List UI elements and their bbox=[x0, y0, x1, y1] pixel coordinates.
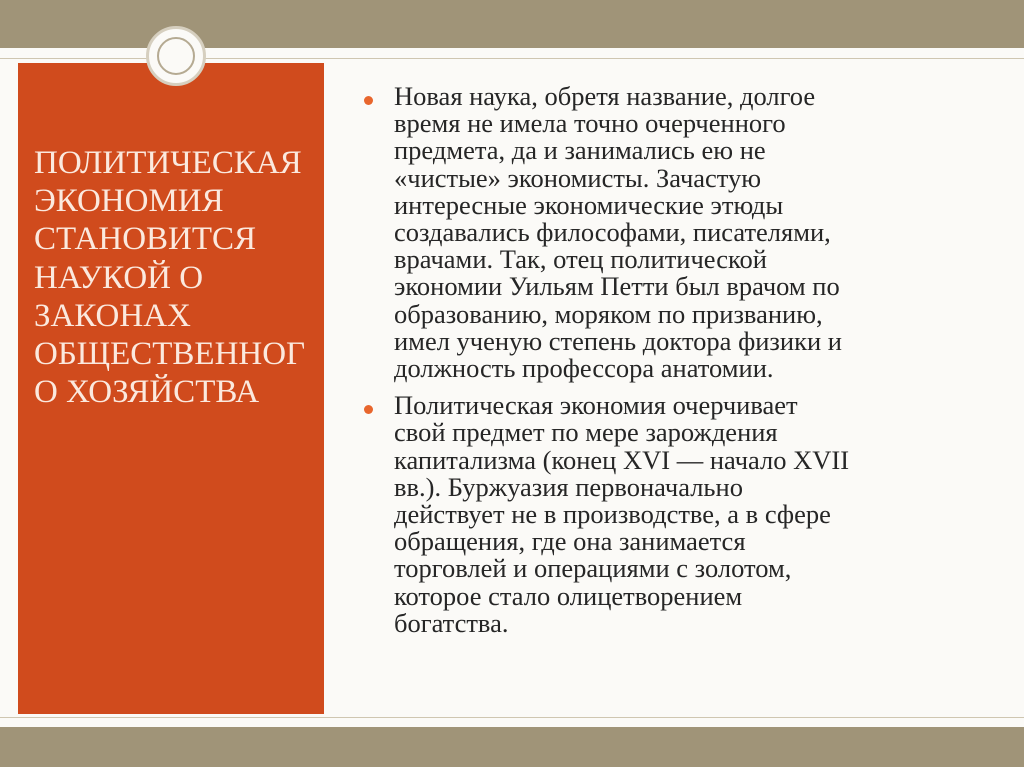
slide-content bbox=[360, 83, 980, 647]
bullet-line: богатства. bbox=[394, 607, 509, 638]
title-line: ЗАКОНАХ bbox=[34, 297, 191, 334]
bullet-line: Политическая экономия очерчивает bbox=[394, 390, 798, 421]
bullet-item bbox=[360, 392, 980, 637]
bottom-band bbox=[0, 727, 1024, 767]
title-line: СТАНОВИТСЯ bbox=[34, 221, 257, 258]
bullet-line: врачами. Так, отец политической bbox=[394, 244, 767, 275]
bullet-item bbox=[360, 83, 980, 382]
bullet-line: создавались философами, писателями, bbox=[394, 217, 831, 248]
bullet-line: обращения, где она занимается bbox=[394, 526, 746, 557]
title-line: ОБЩЕСТВЕННОГ bbox=[34, 336, 306, 373]
title-line: ЭКОНОМИЯ bbox=[34, 183, 224, 220]
title-line: О ХОЗЯЙСТВА bbox=[34, 374, 260, 411]
bullet-text bbox=[394, 83, 980, 382]
bullet-line: Новая наука, обретя название, долгое bbox=[394, 81, 816, 111]
decorative-inner-circle-icon bbox=[157, 37, 195, 75]
bullet-line: имел ученую степень доктора физики и bbox=[394, 325, 842, 356]
bullet-dot-icon bbox=[364, 405, 373, 414]
bullet-line: капитализма (конец XVI — начало XVII bbox=[394, 444, 850, 475]
bullet-line: вв.). Буржуазия первоначально bbox=[394, 471, 743, 502]
bullet-line: интересные экономические этюды bbox=[394, 189, 784, 220]
title-line: ПОЛИТИЧЕСКАЯ bbox=[34, 145, 302, 181]
bullet-line: экономии Уильям Петти был врачом по bbox=[394, 271, 840, 302]
bullet-line: время не имела точно очерченного bbox=[394, 108, 786, 139]
bottom-divider bbox=[0, 717, 1024, 718]
slide-title bbox=[34, 144, 319, 411]
bullet-line: предмета, да и занимались ею не bbox=[394, 135, 766, 166]
bullet-line: торговлей и операциями с золотом, bbox=[394, 553, 792, 584]
bullet-line: свой предмет по мере зарождения bbox=[394, 417, 778, 448]
title-line: НАУКОЙ О bbox=[34, 259, 204, 296]
bullet-line: образованию, моряком по призванию, bbox=[394, 298, 823, 329]
bullet-line: должность профессора анатомии. bbox=[394, 353, 774, 384]
bullet-line: которое стало олицетворением bbox=[394, 580, 743, 611]
bullet-line: действует не в производстве, а в сфере bbox=[394, 499, 831, 530]
bullet-text bbox=[394, 392, 980, 637]
bullet-dot-icon bbox=[364, 96, 373, 105]
bullet-line: «чистые» экономисты. Зачастую bbox=[394, 162, 762, 193]
